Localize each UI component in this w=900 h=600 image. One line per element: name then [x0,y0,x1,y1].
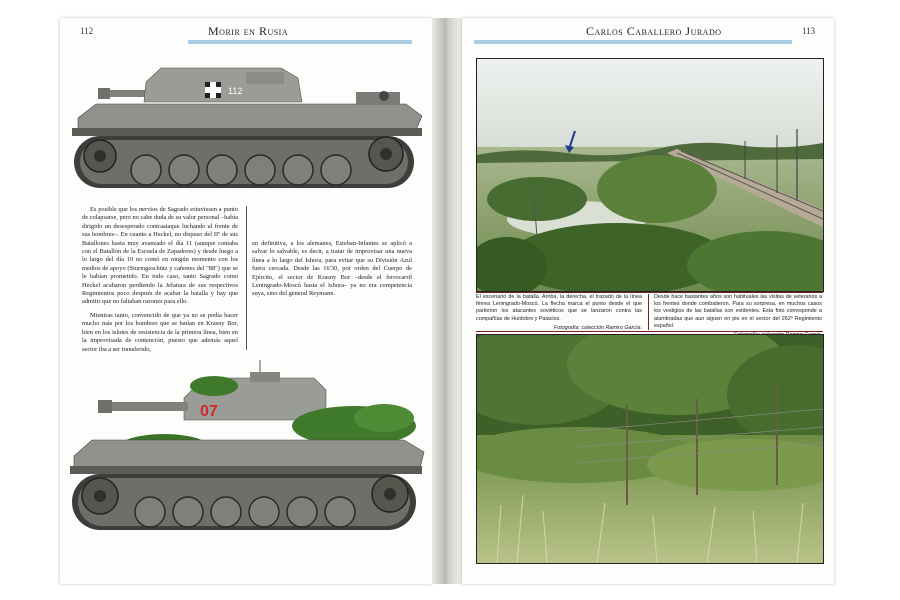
caption-rule-top [476,292,823,293]
book-gutter [432,18,462,584]
tank-top-marking: 112 [228,86,243,96]
caption-credit: Fotografía: colección Ramiro García. [553,324,642,331]
tank-illustration-bottom [64,358,434,538]
right-header-rule [474,40,792,44]
paragraph: en definitiva, a los alemanes, Esteban-Infantes se aplicó a salvar lo salvable, es decir, a tratar de improvisar una nueva línea a lo largo del Ishora, para evitar que su División Azul fuera cercada. Desde las 16'30, por orden del Cuerpo de Ejército, el sector de Krasny Bor –desde el ferrocarril Leningrado-Moscú hasta el Ishora– ya no era competencia suya, sino del general Reymann. [252,240,412,298]
text-column-2 [252,240,412,304]
caption-left [476,294,642,332]
caption-text: Desde hace bastantes años son habituales las visitas de veteranos a los frentes donde combatieron. Para su sorpresa, en muchos casos los vestigios de las batallas son evidentes. Esta foto corresponde a alambradas que aun siguen en pie en el sector del 262º Regimiento español. [654,294,822,329]
caption-right [654,294,822,339]
caption-rule-bottom [476,331,823,332]
column-divider [246,206,247,350]
tank-bottom-marking: 07 [200,403,218,420]
text-column-1 [82,206,238,359]
left-header-title: Morir en Rusia [208,24,289,38]
left-page-header [80,24,412,44]
barbed-wire-photo [476,334,824,564]
paragraph: Es posible que los nervios de Sagrado estuviesen a punto de colapsarse, pero no cabe duda de su valor personal –había dirigido un desesperado contraataque luchando al frente de sus hombres–. En cuanto a Heckel, no dispuso del IIº de sus Batallones hasta muy avanzado el día 11 (aunque contaba con el Batallón de la Escuela de Zapadores) y desde luego a lo largo del día 10 no contó en ningún momento con los medios de apoyo (Sturmgeschütz y cañones del "88") que se le habían prometido. En todo caso, tanto Sagrado como Heckel acabaron perdiendo la Jefatura de sus respectivos Regimientos poco después de acabar la batalla y hay que admitir que no faltaban razones para ello. [82,206,238,306]
caption-divider [648,294,649,330]
right-header-title: Carlos Caballero Jurado [586,24,722,38]
landscape-photo-top [476,58,824,292]
right-page-header [474,24,820,44]
paragraph: Mientras tanto, convencido de que ya no se podía hacer mucho más por los hombres que se batían en Krasny Bor, bien en los islotes de resistencia de la primera línea, bien en la improvisada de contención, puesto que además aquel sector iba a ser transferido, [82,311,238,353]
tank-illustration-top [66,58,432,198]
caption-text: El escenario de la batalla. Arriba, la derecha, el trazado de la línea férrea Leningrado-Moscú. La flecha marca el punto desde el que partieron los atacantes soviéticos que se lanzaron contra las compañías de Huidobro y Palacios. [476,294,642,322]
left-page-number: 112 [80,26,94,36]
left-header-rule [188,40,412,44]
right-page-number: 113 [802,26,816,36]
